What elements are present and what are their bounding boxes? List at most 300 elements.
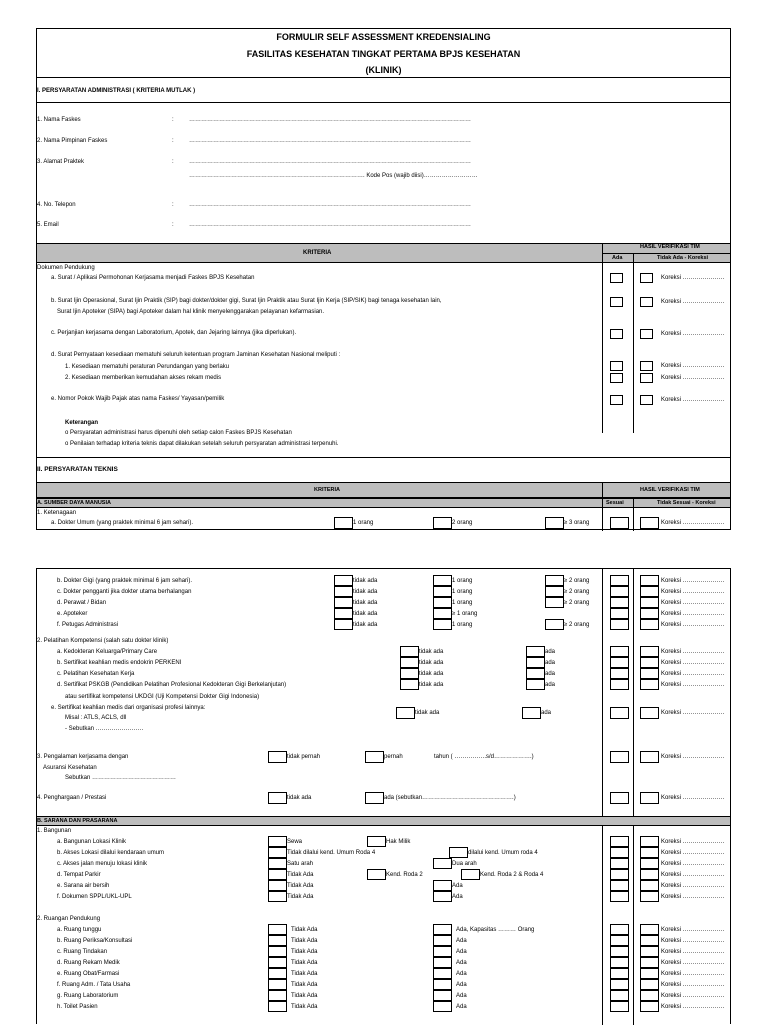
checkbox-sesuai[interactable] — [610, 946, 629, 957]
checkbox-tidak-sesuai[interactable] — [640, 575, 659, 586]
ketenagaan-title: 1. Ketenagaan — [37, 510, 77, 516]
koreksi-field[interactable]: Koreksi ………………… — [661, 660, 725, 666]
staff-label: b. Dokter Gigi (yang praktek minimal 6 jam sehari). — [57, 578, 193, 584]
option-tidak-ada: Tidak Ada — [291, 971, 318, 977]
option-ada: Ada, Kapasitas ……… Orang — [456, 927, 535, 933]
option-3: Kend. Roda 2 & Roda 4 — [480, 872, 544, 878]
checkbox-ada[interactable] — [526, 668, 545, 679]
staff-label: c. Dokter pengganti jika dokter utama berhalangan — [57, 589, 192, 595]
checkbox-option-3[interactable] — [545, 575, 564, 586]
checkbox-prestasi-tidak-ada[interactable] — [268, 792, 287, 804]
checkbox-sesuai[interactable] — [610, 880, 629, 891]
checkbox-sesuai[interactable] — [610, 586, 629, 597]
option-2-orang: 2 orang — [452, 520, 473, 526]
checkbox-option-1[interactable] — [268, 836, 287, 847]
checkbox-tidak-sesuai[interactable] — [640, 751, 659, 763]
option-e-ada: ada — [541, 710, 552, 716]
option-tidak-ada: tidak ada — [419, 671, 444, 677]
checkbox-option-1[interactable] — [268, 880, 287, 891]
option-prestasi-ada: ada (sebutkan……………………………………….) — [384, 795, 516, 801]
bangunan-item: b. Akses Lokasi dilalui kendaraan umum — [57, 850, 165, 856]
checkbox-tidak-sesuai[interactable] — [640, 657, 659, 668]
checkbox-tidak-ada[interactable] — [334, 619, 353, 630]
checkbox-option-2[interactable] — [433, 597, 452, 608]
column-sesuai: Sesuai — [606, 500, 624, 506]
pelatihan-item: d. Sertifikat PSKGB (Pendidikan Pelatihan Profesional Kedokteran Gigi Berkelanjutan) — [57, 682, 287, 688]
option-1: Tidak Ada — [287, 883, 314, 889]
staff-label: d. Perawat / Bidan — [57, 600, 107, 606]
checkbox-tidak-sesuai[interactable] — [640, 968, 659, 979]
option-2: 1 orang — [452, 589, 473, 595]
identity-input-line[interactable]: …………………………………………………………………………………………………………………………… — [189, 138, 471, 144]
koreksi-field[interactable]: Koreksi ………………… — [661, 949, 725, 955]
checkbox-option-2[interactable] — [433, 586, 452, 597]
koreksi-field[interactable]: Koreksi ………………… — [661, 578, 725, 584]
checkbox-tidak-ada[interactable] — [640, 273, 653, 283]
checkbox-sesuai[interactable] — [610, 979, 629, 990]
option-ada: Ada — [456, 949, 467, 955]
checkbox-tidak-sesuai[interactable] — [640, 619, 659, 630]
option-2: 1 orang — [452, 622, 473, 628]
identity-colon: : — [172, 222, 174, 228]
ruangan-title: 2. Ruangan Pendukung — [37, 916, 101, 922]
checkbox-tidak-sesuai[interactable] — [640, 679, 659, 690]
checkbox-sesuai[interactable] — [610, 707, 629, 719]
koreksi-field[interactable]: Koreksi ………………… — [661, 960, 725, 966]
identity-label: 2. Nama Pimpinan Faskes — [37, 138, 108, 144]
checkbox-ada[interactable] — [433, 979, 452, 990]
checkbox-sesuai[interactable] — [610, 924, 629, 935]
checkbox-tidak-sesuai[interactable] — [640, 597, 659, 608]
ruangan-item: e. Ruang Obat/Farmasi — [57, 971, 120, 977]
koreksi-field[interactable]: Koreksi ………………… — [661, 754, 725, 760]
checkbox-tidak-ada[interactable] — [640, 395, 653, 405]
staff-label: f. Petugas Administrasi — [57, 622, 119, 628]
pelatihan-item: c. Pelatihan Kesehatan Kerja — [57, 671, 135, 677]
koreksi-field[interactable]: Koreksi ………………… — [661, 611, 725, 617]
checkbox-tidak-ada[interactable] — [334, 586, 353, 597]
option-1: Tidak dilalui kend. Umum Roda 4 — [287, 850, 376, 856]
identity-input-line[interactable]: …………………………………………………………………………………………………………………………… — [189, 159, 471, 165]
koreksi-field[interactable]: Koreksi ………………… — [661, 993, 725, 999]
identity-colon: : — [172, 202, 174, 208]
doc-item-d: d. Surat Pernyataan kesediaan mematuhi seluruh ketentuan program Jaminan Kesehatan Nasional meliputi : — [51, 352, 341, 358]
koreksi-field[interactable]: Koreksi ………………… — [661, 649, 725, 655]
checkbox-tidak-sesuai[interactable] — [640, 858, 659, 869]
column-tidak-ada: Tidak Ada - Koreksi — [657, 255, 709, 261]
checkbox-tidak-ada[interactable] — [268, 924, 287, 935]
option-2: Ada — [452, 883, 463, 889]
form-subtitle-klinik: (KLINIK) — [365, 65, 402, 75]
checkbox-sesuai[interactable] — [610, 597, 629, 608]
option-2: 1 orang — [452, 600, 473, 606]
checkbox-tidak-ada[interactable] — [268, 1001, 287, 1012]
pelatihan-item: b. Sertifikat keahlian medis endokrin PERKENI — [57, 660, 182, 666]
checkbox-e-ada[interactable] — [522, 707, 541, 719]
doc-group-title: Dokumen Pendukung — [37, 265, 95, 271]
checkbox-sesuai[interactable] — [610, 858, 629, 869]
identity-input-line[interactable]: …………………………………………………………………………………………………………………………… — [189, 222, 471, 228]
koreksi-field[interactable]: Koreksi ………………… — [661, 1004, 725, 1010]
option-2: Hak Milik — [386, 839, 411, 845]
checkbox-ada[interactable] — [610, 297, 623, 307]
option-prestasi-tidak-ada: tidak ada — [287, 795, 312, 801]
option-1-orang: 1 orang — [353, 520, 374, 526]
identity-colon: : — [172, 159, 174, 165]
checkbox-option-2[interactable] — [449, 847, 468, 858]
checkbox-ada[interactable] — [610, 273, 623, 283]
identity-label: 1. Nama Faskes — [37, 117, 81, 123]
checkbox-sesuai[interactable] — [610, 517, 629, 529]
checkbox-ada[interactable] — [433, 990, 452, 1001]
koreksi-field[interactable]: Koreksi ………………… — [661, 671, 725, 677]
checkbox-tidak-sesuai[interactable] — [640, 646, 659, 657]
checkbox-e-tidak-ada[interactable] — [396, 707, 415, 719]
checkbox-prestasi-ada[interactable] — [365, 792, 384, 804]
form-title: FORMULIR SELF ASSESSMENT KREDENSIALING — [276, 32, 491, 42]
technical-header-bar — [37, 482, 730, 498]
checkbox-ada[interactable] — [610, 395, 623, 405]
option-2: Ada — [452, 894, 463, 900]
pelatihan-e: e. Sertifikat keahlian medis dari organisasi profesi lainnya: — [51, 705, 206, 711]
checkbox-option-2[interactable] — [367, 869, 386, 880]
option-3: ≥ 2 orang — [564, 622, 590, 628]
koreksi-field[interactable]: Koreksi ………………… — [661, 275, 725, 281]
option-tidak-ada: tidak ada — [419, 682, 444, 688]
koreksi-field[interactable]: Koreksi ………………… — [661, 331, 725, 337]
pelatihan-d-cont: atau sertifikat kompetensi UKDGI (Uji Kompetensi Dokter Gigi Indonesia) — [65, 694, 260, 700]
checkbox-option-1[interactable] — [268, 858, 287, 869]
checkbox-tidak-sesuai[interactable] — [640, 517, 659, 529]
option-2: dilalui kend. Umum roda 4 — [468, 850, 538, 856]
option-1: Sewa — [287, 839, 303, 845]
checkbox-tidak-sesuai[interactable] — [640, 1001, 659, 1012]
bangunan-item: a. Bangunan Lokasi Klinik — [57, 839, 127, 845]
option-ada: Ada — [456, 1004, 467, 1010]
bangunan-title: 1. Bangunan — [37, 828, 72, 834]
kodepos-line: ……………………………………………………………………………. Kode Pos (wajib diisi)……………………… — [189, 173, 478, 179]
ruangan-item: f. Ruang Adm. / Tata Usaha — [57, 982, 131, 988]
checkbox-sesuai[interactable] — [610, 935, 629, 946]
option-ada: Ada — [456, 982, 467, 988]
koreksi-field[interactable]: Koreksi ………………… — [661, 982, 725, 988]
identity-colon: : — [172, 117, 174, 123]
checkbox-tidak-ada[interactable] — [334, 575, 353, 586]
doc-item-a: a. Surat / Aplikasi Permohonan Kerjasama menjadi Faskes BPJS Kesehatan — [51, 275, 255, 281]
identity-label: 4. No. Telepon — [37, 202, 76, 208]
koreksi-field[interactable]: Koreksi ………………… — [661, 938, 725, 944]
ruangan-item: c. Ruang Tindakan — [57, 949, 108, 955]
pelatihan-item: a. Kedokteran Keluarga/Primary Care — [57, 649, 158, 655]
koreksi-field[interactable]: Koreksi ………………… — [661, 375, 725, 381]
checkbox-sesuai[interactable] — [610, 990, 629, 1001]
option-2: 1 orang — [452, 578, 473, 584]
checkbox-option-3[interactable] — [545, 619, 564, 630]
checkbox-ada[interactable] — [433, 957, 452, 968]
checkbox-tidak-ada[interactable] — [400, 679, 419, 690]
bangunan-item: d. Tempat Parkir — [57, 872, 101, 878]
option-tidak-ada: Tidak Ada — [291, 938, 318, 944]
kerjasama-tahun[interactable]: tahun ( …………….s/d……………….) — [434, 754, 534, 760]
option-ada: Ada — [456, 938, 467, 944]
koreksi-field[interactable]: Koreksi ………………… — [661, 520, 725, 526]
option-tidak-ada: tidak ada — [419, 660, 444, 666]
option-2: Kend. Roda 2 — [386, 872, 423, 878]
note-1: o Persyaratan administrasi harus dipenuhi oleh setiap calon Faskes BPJS Kesehatan — [65, 430, 292, 436]
checkbox-option-2[interactable] — [433, 608, 452, 619]
option-tidak-ada: Tidak Ada — [291, 1004, 318, 1010]
option-tidak-ada: tidak ada — [353, 589, 378, 595]
option-tidak-ada: tidak ada — [419, 649, 444, 655]
option-tidak-ada: Tidak Ada — [291, 927, 318, 933]
ruangan-item: h. Toilet Pasien — [57, 1004, 98, 1010]
column-tidak-sesuai: Tidak Sesuai - Koreksi — [657, 500, 716, 506]
checkbox-ada[interactable] — [610, 373, 623, 383]
checkbox-sesuai[interactable] — [610, 847, 629, 858]
checkbox-ada[interactable] — [610, 361, 623, 371]
option-tidak-ada: tidak ada — [353, 611, 378, 617]
koreksi-field[interactable]: Koreksi ………………… — [661, 363, 725, 369]
koreksi-field[interactable]: Koreksi ………………… — [661, 299, 725, 305]
option-ada: ada — [545, 682, 556, 688]
sdm-heading: A. SUMBER DAYA MANUSIA — [37, 500, 111, 506]
doc-item-e: e. Nomor Pokok Wajib Pajak atas nama Faskes/ Yayasan/pemilik — [51, 396, 225, 402]
checkbox-tidak-sesuai[interactable] — [640, 979, 659, 990]
checkbox-option-2[interactable] — [433, 880, 452, 891]
option-tidak-ada: tidak ada — [353, 622, 378, 628]
koreksi-field[interactable]: Koreksi ………………… — [661, 872, 725, 878]
sarana-heading: B. SARANA DAN PRASARANA — [37, 818, 118, 824]
pelatihan-e-sebutkan: - Sebutkan …………………… — [65, 726, 144, 732]
koreksi-field[interactable]: Koreksi ………………… — [661, 600, 725, 606]
section-heading: I. PERSYARATAN ADMINISTRASI ( KRITERIA MUTLAK ) — [37, 88, 196, 94]
technical-verification-header: HASIL VERIFIKASI TIM — [640, 487, 700, 493]
koreksi-field[interactable]: Koreksi ………………… — [661, 682, 725, 688]
koreksi-field[interactable]: Koreksi ………………… — [661, 397, 725, 403]
checkbox-tidak-ada[interactable] — [400, 657, 419, 668]
option-2: Dua arah — [452, 861, 477, 867]
checkbox-tidak-ada[interactable] — [400, 646, 419, 657]
checkbox-sesuai[interactable] — [610, 869, 629, 880]
sdm-bar — [37, 498, 730, 508]
checkbox-tidak-ada[interactable] — [640, 329, 653, 339]
identity-colon: : — [172, 138, 174, 144]
checkbox-sesuai[interactable] — [610, 619, 629, 630]
checkbox-2-orang[interactable] — [433, 517, 452, 529]
option-tidak-pernah: tidak pernah — [287, 754, 321, 760]
pelatihan-e-example: Misal : ATLS, ACLS, dll — [65, 715, 127, 721]
checkbox-sesuai[interactable] — [610, 608, 629, 619]
technical-kriteria-header: KRITERIA — [314, 487, 340, 493]
option-1: Satu arah — [287, 861, 314, 867]
koreksi-field[interactable]: Koreksi ………………… — [661, 971, 725, 977]
option-3: ≥ 2 orang — [564, 600, 590, 606]
bangunan-item: c. Akses jalan menuju lokasi klinik — [57, 861, 148, 867]
pelatihan-title: 2. Pelatihan Kompetensi (salah satu dokter klinik) — [37, 638, 169, 644]
option-1: Tidak Ada — [287, 872, 314, 878]
checkbox-tidak-sesuai[interactable] — [640, 880, 659, 891]
doc-item-d1: 1. Kesediaan mematuhi peraturan Perundangan yang berlaku — [65, 364, 230, 370]
checkbox-ada[interactable] — [526, 646, 545, 657]
checkbox-sesuai[interactable] — [610, 957, 629, 968]
option-tidak-ada: Tidak Ada — [291, 949, 318, 955]
bangunan-item: e. Sarana air bersih — [57, 883, 110, 889]
doc-item-d2: 2. Kesediaan memberikan kemudahan akses rekam medis — [65, 375, 222, 381]
checkbox-sesuai[interactable] — [610, 575, 629, 586]
option-e-tidak-ada: tidak ada — [415, 710, 440, 716]
kerjasama-label-2: Asuransi Kesehatan — [43, 765, 97, 771]
checkbox-ada[interactable] — [433, 946, 452, 957]
option-3-orang: ≥ 3 orang — [564, 520, 590, 526]
doc-item-b-cont: Surat Ijin Apoteker (SIPA) bagi Apoteker dalam hal klinik menyelenggarakan pelayanan kefarmasian. — [57, 309, 325, 315]
checkbox-tidak-sesuai[interactable] — [640, 836, 659, 847]
checkbox-tidak-sesuai[interactable] — [640, 990, 659, 1001]
checkbox-tidak-ada[interactable] — [268, 968, 287, 979]
koreksi-field[interactable]: Koreksi ………………… — [661, 850, 725, 856]
checkbox-tidak-sesuai[interactable] — [640, 586, 659, 597]
checkbox-ada[interactable] — [526, 657, 545, 668]
checkbox-tidak-sesuai[interactable] — [640, 957, 659, 968]
checkbox-option-2[interactable] — [433, 619, 452, 630]
koreksi-field[interactable]: Koreksi ………………… — [661, 894, 725, 900]
form-page-1 — [36, 28, 731, 530]
ruangan-item: d. Ruang Rekam Medik — [57, 960, 120, 966]
form-page-2 — [36, 568, 731, 1024]
checkbox-tidak-sesuai[interactable] — [640, 891, 659, 902]
checkbox-ada[interactable] — [433, 1001, 452, 1012]
checkbox-pernah[interactable] — [365, 751, 384, 763]
checkbox-tidak-sesuai[interactable] — [640, 608, 659, 619]
koreksi-field[interactable]: Koreksi ………………… — [661, 883, 725, 889]
option-tidak-ada: Tidak Ada — [291, 960, 318, 966]
checkbox-1-orang[interactable] — [334, 517, 353, 529]
checkbox-option-1[interactable] — [268, 891, 287, 902]
checkbox-ada[interactable] — [433, 935, 452, 946]
ruangan-item: b. Ruang Periksa/Konsultasi — [57, 938, 133, 944]
checkbox-tidak-sesuai[interactable] — [640, 707, 659, 719]
koreksi-field[interactable]: Koreksi ………………… — [661, 839, 725, 845]
checkbox-option-1[interactable] — [268, 869, 287, 880]
checkbox-tidak-ada[interactable] — [640, 297, 653, 307]
checkbox-tidak-sesuai[interactable] — [640, 946, 659, 957]
verification-header: HASIL VERIFIKASI TIM — [640, 244, 700, 250]
identity-input-line[interactable]: …………………………………………………………………………………………………………………………… — [189, 202, 471, 208]
checkbox-tidak-sesuai[interactable] — [640, 869, 659, 880]
checkbox-tidak-sesuai[interactable] — [640, 935, 659, 946]
checkbox-sesuai[interactable] — [610, 792, 629, 804]
checkbox-sesuai[interactable] — [610, 668, 629, 679]
koreksi-field[interactable]: Koreksi ………………… — [661, 795, 725, 801]
note-title: Keterangan — [65, 420, 99, 426]
note-2: o Penilaian terhadap kriteria teknis dapat dilakukan setelah seluruh persyaratan administrasi terpenuhi. — [65, 441, 339, 447]
checkbox-tidak-sesuai[interactable] — [640, 924, 659, 935]
checkbox-tidak-sesuai[interactable] — [640, 668, 659, 679]
checkbox-sesuai[interactable] — [610, 657, 629, 668]
sarana-bar — [37, 816, 730, 826]
checkbox-option-2[interactable] — [433, 891, 452, 902]
ruangan-item: a. Ruang tunggu — [57, 927, 102, 933]
prestasi-label: 4. Penghargaan / Prestasi — [37, 795, 107, 801]
koreksi-field[interactable]: Koreksi ………………… — [661, 622, 725, 628]
section-2-heading: II. PERSYARATAN TEKNIS — [37, 466, 118, 473]
option-tidak-ada: tidak ada — [353, 600, 378, 606]
option-ada: Ada — [456, 971, 467, 977]
checkbox-tidak-ada[interactable] — [640, 361, 653, 371]
checkbox-tidak-pernah[interactable] — [268, 751, 287, 763]
checkbox-sesuai[interactable] — [610, 679, 629, 690]
option-tidak-ada: Tidak Ada — [291, 993, 318, 999]
checkbox-tidak-sesuai[interactable] — [640, 792, 659, 804]
checkbox-tidak-ada[interactable] — [268, 990, 287, 1001]
koreksi-field[interactable]: Koreksi ………………… — [661, 861, 725, 867]
checkbox-tidak-ada[interactable] — [334, 608, 353, 619]
checkbox-sesuai[interactable] — [610, 1001, 629, 1012]
identity-input-line[interactable]: …………………………………………………………………………………………………………………………… — [189, 117, 471, 123]
checkbox-option-2[interactable] — [433, 575, 452, 586]
checkbox-sesuai[interactable] — [610, 836, 629, 847]
checkbox-option-3[interactable] — [545, 586, 564, 597]
checkbox-tidak-ada[interactable] — [640, 373, 653, 383]
koreksi-field[interactable]: Koreksi ………………… — [661, 927, 725, 933]
doc-item-b: b. Surat Ijin Operasional, Surat Ijin Praktik (SIP) bagi dokter/dokter gigi, Surat Ijin Praktik atau Surat Ijin Kerja (SIP/SIK) bagi tenaga kesehatan lain, — [51, 298, 442, 304]
checkbox-ada[interactable] — [610, 329, 623, 339]
kerjasama-sebutkan: Sebutkan …………………………………… — [65, 775, 177, 781]
checkbox-sesuai[interactable] — [610, 891, 629, 902]
checkbox-sesuai[interactable] — [610, 751, 629, 763]
checkbox-tidak-ada[interactable] — [268, 979, 287, 990]
option-tidak-ada: Tidak Ada — [291, 982, 318, 988]
doc-item-c: c. Perjanjian kerjasama dengan Laboratorium, Apotek, dan Jejaring lainnya (jika diperlukan). — [51, 330, 297, 336]
checkbox-3-orang[interactable] — [545, 517, 564, 529]
option-ada: Ada — [456, 960, 467, 966]
ruangan-item: g. Ruang Laboratorium — [57, 993, 119, 999]
checkbox-tidak-ada[interactable] — [268, 957, 287, 968]
checkbox-option-2[interactable] — [433, 858, 452, 869]
option-2: ≥ 1 orang — [452, 611, 478, 617]
checkbox-option-3[interactable] — [545, 597, 564, 608]
option-pernah: pernah — [384, 754, 403, 760]
checkbox-ada[interactable] — [526, 679, 545, 690]
koreksi-field[interactable]: Koreksi ………………… — [661, 710, 725, 716]
dokter-umum-label: a. Dokter Umum (yang praktek minimal 6 jam sehari). — [51, 520, 194, 526]
checkbox-sesuai[interactable] — [610, 968, 629, 979]
checkbox-option-3[interactable] — [461, 869, 480, 880]
option-ada: ada — [545, 660, 556, 666]
option-3: ≥ 2 orang — [564, 589, 590, 595]
identity-label: 3. Alamat Praktek — [37, 159, 85, 165]
identity-label: 5. Email — [37, 222, 59, 228]
checkbox-tidak-ada[interactable] — [334, 597, 353, 608]
checkbox-sesuai[interactable] — [610, 646, 629, 657]
checkbox-tidak-ada[interactable] — [268, 935, 287, 946]
column-ada: Ada — [612, 255, 623, 261]
checkbox-ada[interactable] — [433, 968, 452, 979]
kerjasama-label: 3. Pengalaman kerjasama dengan — [37, 754, 129, 760]
checkbox-ada[interactable] — [433, 924, 452, 935]
staff-label: e. Apoteker — [57, 611, 88, 617]
form-subtitle: FASILITAS KESEHATAN TINGKAT PERTAMA BPJS KESEHATAN — [246, 49, 521, 59]
checkbox-option-1[interactable] — [268, 847, 287, 858]
criteria-header: KRITERIA — [303, 250, 332, 256]
option-ada: ada — [545, 671, 556, 677]
checkbox-tidak-sesuai[interactable] — [640, 847, 659, 858]
option-3: ≥ 2 orang — [564, 578, 590, 584]
bangunan-item: f. Dokumen SPPL/UKL-UPL — [57, 894, 132, 900]
checkbox-tidak-ada[interactable] — [268, 946, 287, 957]
checkbox-option-2[interactable] — [367, 836, 386, 847]
koreksi-field[interactable]: Koreksi ………………… — [661, 589, 725, 595]
checkbox-tidak-ada[interactable] — [400, 668, 419, 679]
